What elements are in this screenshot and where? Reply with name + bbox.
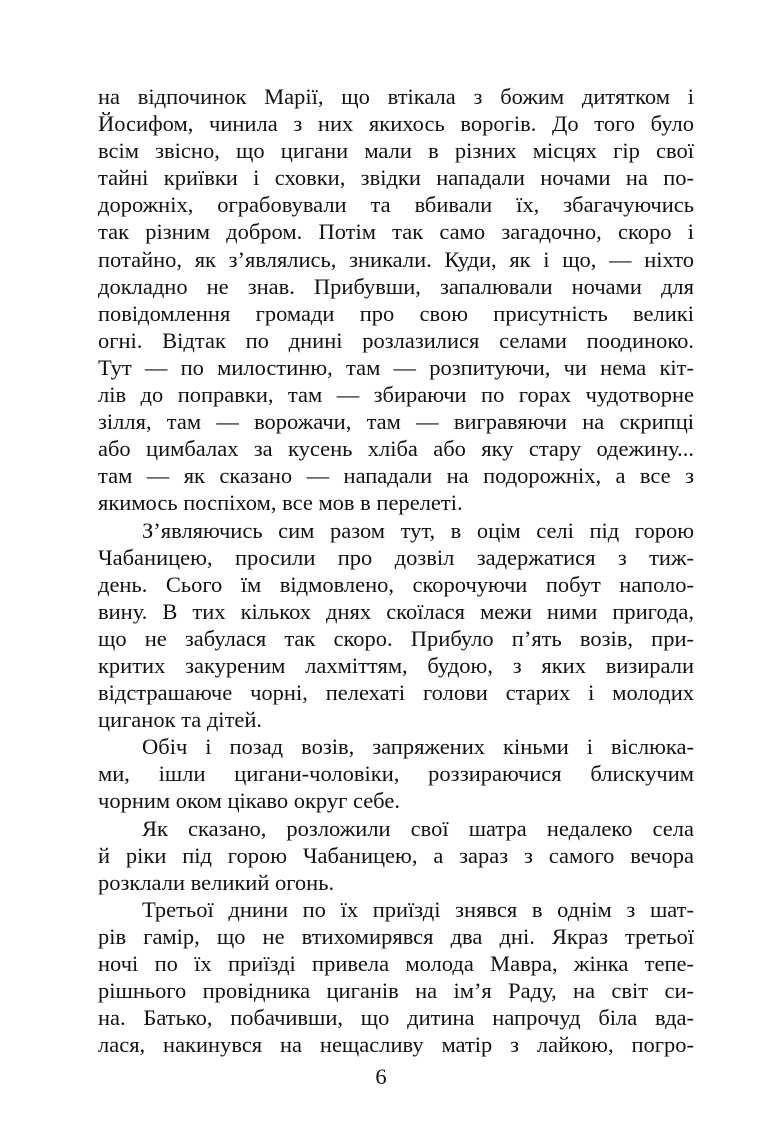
text-line: докладно не знав. Прибувши, запалювали ночами для: [98, 273, 694, 299]
text-line: й ріки під горою Чабаницею, а зараз з самого вечора: [98, 842, 694, 868]
text-line: на відпочинок Марії, що втікала з божим дитятком і: [98, 84, 694, 109]
text-line: Чабаницею, просили про дозвіл задержатися з тиж-: [98, 544, 694, 570]
text-line: потайно, як з’являлись, зникали. Куди, як і що, — ніхто: [98, 246, 694, 272]
text-line: дорожніх, ограбовували та вбивали їх, збагачуючись: [98, 192, 694, 218]
text-line: чорним оком цікаво округ себе.: [98, 788, 400, 814]
text-line: Обіч і позад возів, запряжених кіньми і віслюка-: [142, 734, 694, 760]
text-line: всім звісно, що цигани мали в різних місцях гір свої: [98, 138, 694, 164]
text-line: розклали великий огонь.: [98, 869, 335, 895]
text-line: повідомлення громади про свою присутність великі: [98, 300, 694, 326]
text-line: вину. В тих кількох днях скоїлася межи ними пригода,: [98, 598, 694, 624]
text-line: Йосифом, чинила з них якихось ворогів. До того було: [98, 111, 694, 137]
text-line: критих закуреним лахміттям, будою, з яких визирали: [98, 652, 694, 678]
text-line: день. Сього їм відмовлено, скорочуючи побут наполо-: [98, 571, 694, 597]
text-line: Як сказано, розложили свої шатра недалеко села: [142, 815, 694, 841]
text-line: Тут — по милостиню, там — розпитуючи, чи нема кіт-: [98, 354, 694, 380]
text-line: ночі по їх приїзді привела молода Мавра, жінка тепе-: [98, 951, 694, 976]
text-line: на. Батько, побачивши, що дитина напрочуд біла вда-: [98, 1005, 694, 1031]
text-line: огні. Відтак по днині розлазилися селами поодиноко.: [98, 327, 694, 353]
text-line: якимось поспіхом, все мов в перелеті.: [98, 490, 463, 516]
text-line: там — як сказано — нападали на подорожніх, а все з: [98, 463, 694, 489]
text-line: ми, ішли цигани-чоловіки, роззираючися блискучим: [98, 761, 694, 787]
text-line: рів гамір, що не втихомирявся два дні. Якраз третьої: [98, 923, 694, 949]
text-line: циганок та дітей.: [98, 707, 263, 733]
text-line: рішнього провідника циганів на ім’я Раду, на світ си-: [98, 978, 694, 1004]
text-line: або цимбалах за кусень хліба або яку стару одежину...: [98, 436, 694, 462]
text-line: З’являючись сим разом тут, в оцім селі під горою: [142, 517, 694, 543]
text-line: що не забулася так скоро. Прибуло п’ять возів, при-: [98, 625, 694, 651]
text-line: відстрашаюче чорні, пелехаті голови старих і молодих: [98, 680, 694, 706]
text-line: лів до поправки, там — збираючи по горах чудотворне: [98, 382, 694, 408]
page-body-text: [98, 83, 694, 1058]
text-line: лася, накинувся на нещасливу матір з лайкою, погро-: [98, 1032, 694, 1058]
text-line: тайні криївки і сховки, звідки нападали ночами на по-: [98, 165, 694, 191]
text-line: Третьої днини по їх приїзді знявся в однім з шат-: [142, 896, 694, 922]
text-line: зілля, там — ворожачи, там — вигравяючи на скрипці: [98, 409, 694, 435]
text-line: так різним добром. Потім так само загадочно, скоро і: [98, 219, 694, 245]
page-number: 6: [375, 1064, 387, 1089]
